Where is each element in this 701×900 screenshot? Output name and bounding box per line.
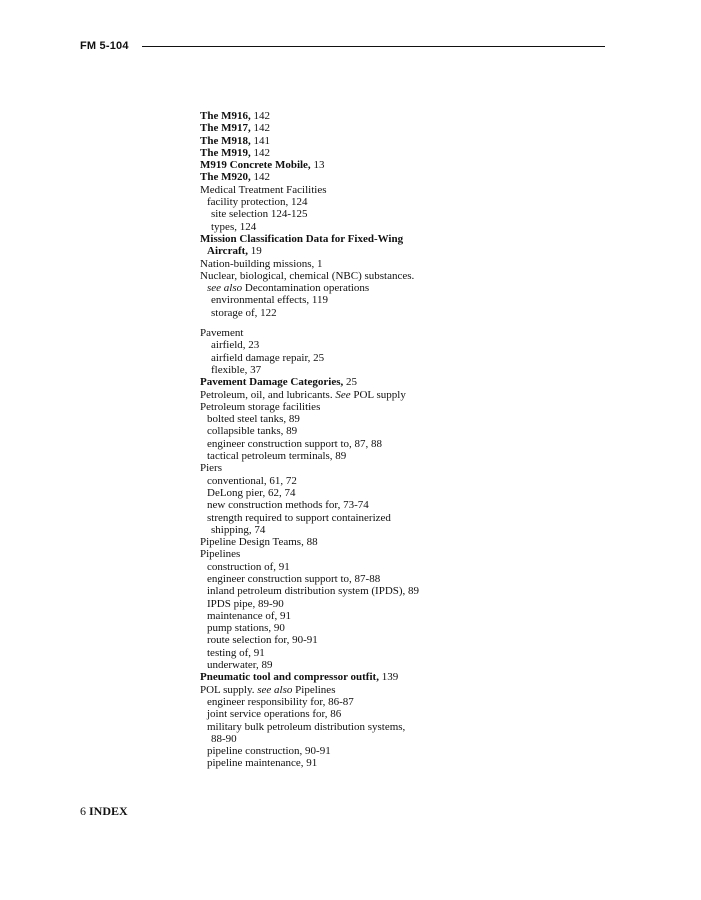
index-subentry: tactical petroleum terminals, 89 bbox=[207, 450, 347, 463]
document-id: FM 5-104 bbox=[80, 40, 129, 52]
index-entry: Pipeline Design Teams, 88 bbox=[200, 536, 318, 549]
index-subentry: engineer construction support to, 87-88 bbox=[207, 572, 381, 585]
index-entry: Piers bbox=[200, 462, 222, 475]
index-list bbox=[200, 110, 490, 770]
index-entry: Pavement bbox=[200, 327, 244, 340]
index-subentry: airfield damage repair, 25 bbox=[211, 351, 325, 364]
section-label: INDEX bbox=[89, 804, 128, 818]
header-rule bbox=[142, 46, 605, 47]
index-entry: The M920, 142 bbox=[200, 171, 270, 184]
index-subentry: conventional, 61, 72 bbox=[207, 474, 297, 487]
index-subentry: engineer responsibility for, 86-87 bbox=[207, 695, 354, 708]
index-entry: The M916, 142 bbox=[200, 110, 270, 122]
index-entry: POL supply. see also Pipelines bbox=[200, 683, 336, 696]
index-subentry: construction of, 91 bbox=[207, 560, 290, 573]
index-subentry: types, 124 bbox=[211, 220, 257, 233]
index-subentry: IPDS pipe, 89-90 bbox=[207, 597, 284, 610]
index-entry: Pavement Damage Categories, 25 bbox=[200, 376, 358, 389]
index-subentry: facility protection, 124 bbox=[207, 196, 308, 209]
index-entry: Mission Classification Data for Fixed-Wing bbox=[200, 232, 404, 245]
index-subentry: collapsible tanks, 89 bbox=[207, 425, 298, 438]
index-subentry: environmental effects, 119 bbox=[211, 294, 328, 307]
index-subentry: new construction methods for, 73-74 bbox=[207, 499, 369, 512]
index-subentry: DeLong pier, 62, 74 bbox=[207, 486, 296, 499]
index-subentry: bolted steel tanks, 89 bbox=[207, 413, 300, 426]
index-entry: The M918, 141 bbox=[200, 134, 270, 147]
index-subentry: pipeline construction, 90-91 bbox=[207, 745, 331, 758]
index-subentry: site selection 124-125 bbox=[211, 208, 308, 221]
index-subentry: pump stations, 90 bbox=[207, 622, 285, 635]
index-entry: Pipelines bbox=[200, 548, 241, 561]
index-entry: Nation-building missions, 1 bbox=[200, 257, 323, 270]
index-subentry: military bulk petroleum distribution systems, bbox=[207, 720, 406, 733]
index-entry-continuation: Aircraft, 19 bbox=[207, 245, 262, 258]
index-subentry: joint service operations for, 86 bbox=[207, 708, 342, 721]
page-footer bbox=[80, 804, 128, 819]
index-subentry: storage of, 122 bbox=[211, 306, 277, 319]
index-entry: Petroleum, oil, and lubricants. See POL supply bbox=[200, 388, 406, 401]
index-entry: Nuclear, biological, chemical (NBC) substances. bbox=[200, 269, 415, 282]
index-subentry: engineer construction support to, 87, 88 bbox=[207, 437, 383, 450]
index-entry: The M917, 142 bbox=[200, 122, 270, 135]
index-subentry: airfield, 23 bbox=[211, 339, 260, 352]
index-cross-reference: see also Decontamination operations bbox=[207, 282, 370, 295]
page-number: 6 bbox=[80, 804, 86, 818]
index-subentry: underwater, 89 bbox=[207, 659, 273, 672]
index-entry: Petroleum storage facilities bbox=[200, 400, 321, 413]
index-subentry-continuation: shipping, 74 bbox=[211, 523, 266, 536]
index-subentry: inland petroleum distribution system (IPDS), 89 bbox=[207, 585, 420, 598]
index-subentry: flexible, 37 bbox=[211, 363, 262, 376]
index-subentry-continuation: 88-90 bbox=[211, 732, 237, 745]
index-subentry: maintenance of, 91 bbox=[207, 609, 291, 622]
index-entry: Pneumatic tool and compressor outfit, 139 bbox=[200, 671, 399, 684]
index-subentry: route selection for, 90-91 bbox=[207, 634, 318, 647]
index-subentry: pipeline maintenance, 91 bbox=[207, 757, 318, 770]
index-entry: The M919, 142 bbox=[200, 146, 270, 159]
index-entry: M919 Concrete Mobile, 13 bbox=[200, 159, 325, 172]
index-subentry: strength required to support containerized bbox=[207, 511, 391, 524]
index-entry: Medical Treatment Facilities bbox=[200, 183, 327, 196]
index-subentry: testing of, 91 bbox=[207, 646, 265, 659]
page-header bbox=[80, 40, 605, 54]
